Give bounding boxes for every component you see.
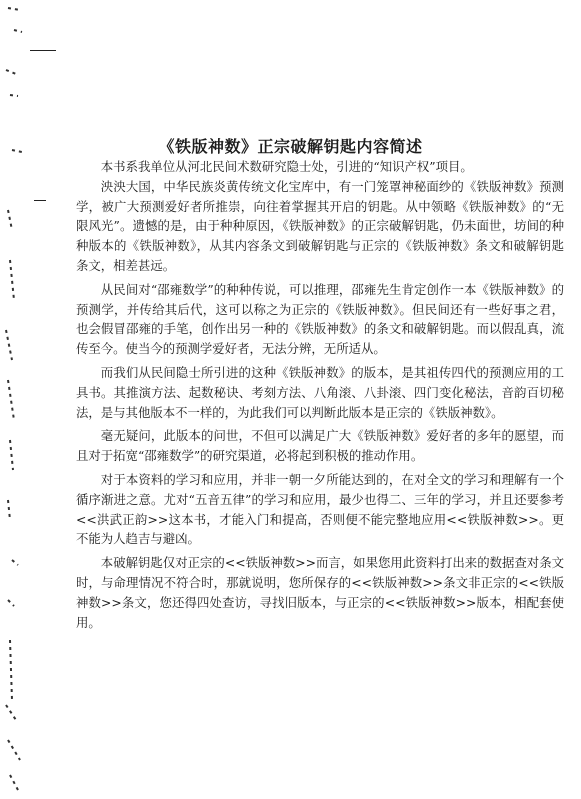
page-title: 《铁版神数》正宗破解钥匙内容简述 bbox=[158, 137, 423, 156]
paragraph: 对于本资料的学习和应用，并非一朝一夕所能达到的，在对全文的学习和理解有一个循序渐进之意。尤对“五音五律”的学习和应用，最少也得二、三年的学习，并且还要参考<<洪武正韵>>这本书，才能入门和提高，否则便不能完整地应用<<铁版神数>>。更不能为人趋吉与避凶。 bbox=[76, 471, 564, 547]
paragraph: 泱泱大国，中华民族炎黄传统文化宝库中，有一门笼罩神秘面纱的《铁版神数》预测学，被广大预测爱好者所推崇，向往着掌握其开启的钥匙。从中领略《铁版神数》的“无限风光”。遗憾的是，由于种种原因，《铁版神数》的正宗破解钥匙，仍未面世，坊间的种种版本的《铁版神数》，从其内容条文到破解钥匙与正宗的《铁版神数》条文和破解钥匙条文，相差甚远。 bbox=[76, 178, 564, 273]
paragraph: 本破解钥匙仅对正宗的<<铁版神数>>而言，如果您用此资料打出来的数据查对条文时，与命理情况不符合时，那就说明，您所保存的<<铁版神数>>条文非正宗的<<铁版神数>>条文，您还得四处查访，寻找旧版本，与正宗的<<铁版神数>>版本，相配套使用。 bbox=[76, 555, 564, 630]
paragraph: 从民间对“邵雍数学”的种种传说，可以推理，邵雍先生肯定创作一本《铁版神数》的预测学，并传给其后代，这可以称之为正宗的《铁版神数》。但民间还有一些好事之君，也会假冒邵雍的手笔，创作出另一种的《铁版神数》的条文和破解钥匙。而以假乱真，流传至今。使当今的预测学爱好者，无法分辨，无所适从。 bbox=[76, 281, 564, 357]
document-body bbox=[76, 157, 564, 632]
paragraph: 毫无疑问，此版本的问世，不但可以满足广大《铁版神数》爱好者的多年的愿望，而且对于拓宽“邵雍数学”的研究渠道，必将起到积极的推动作用。 bbox=[76, 428, 564, 464]
margin-mark bbox=[34, 200, 46, 201]
scan-edge-marks bbox=[0, 0, 30, 799]
paragraph: 本书系我单位从河北民间术数研究隐士处，引进的“知识产权”项目。 bbox=[100, 159, 473, 174]
paragraph: 而我们从民间隐士所引进的这种《铁版神数》的版本，是其祖传四代的预测应用的工具书。其推演方法、起数秘诀、考刻方法、八角滚、八卦滚、四门变化秘法，音韵百切秘法，是与其他版本不一样的，为此我们可以判断此版本是正宗的《铁版神数》。 bbox=[76, 364, 564, 420]
margin-mark bbox=[30, 50, 56, 51]
